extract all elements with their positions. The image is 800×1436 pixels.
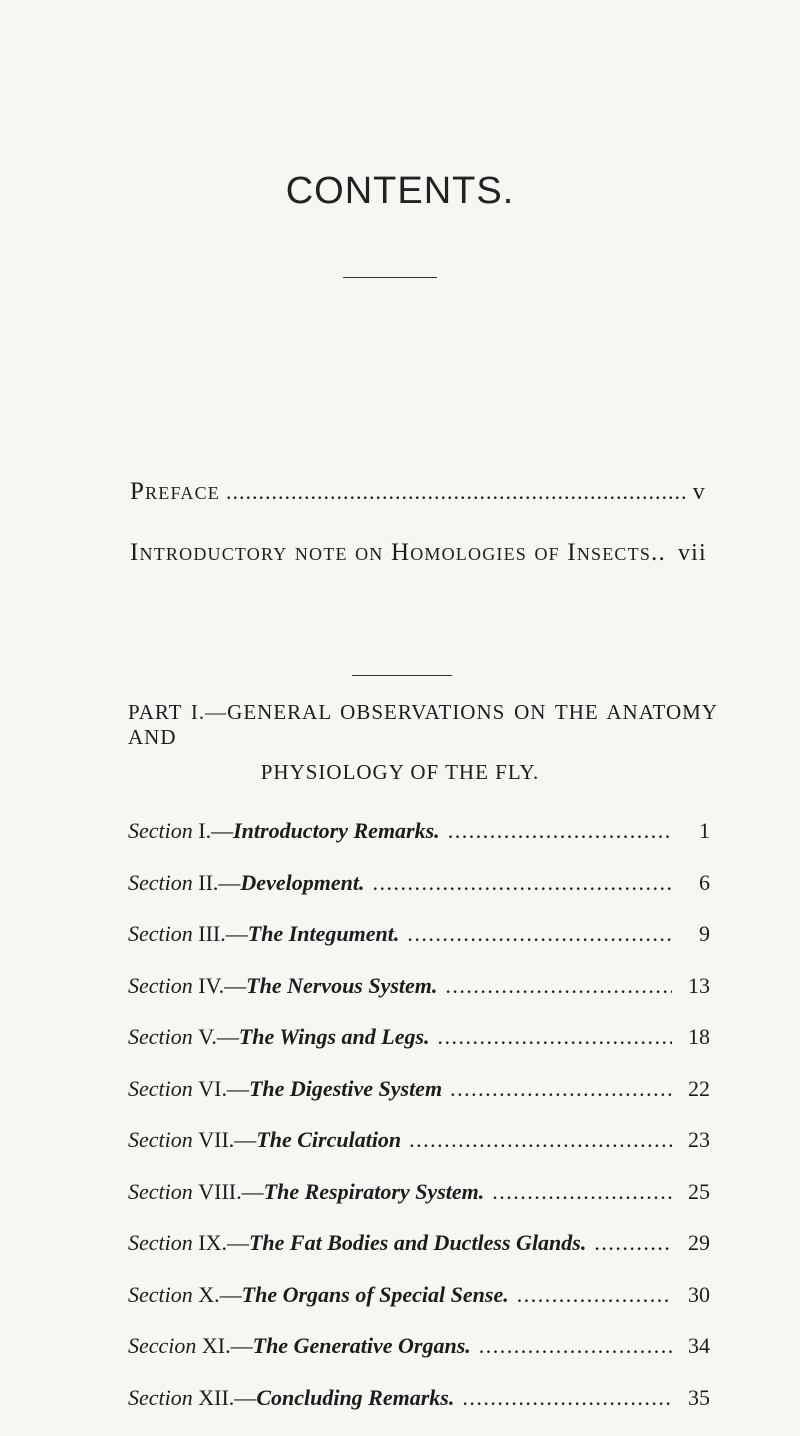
- section-prefix: Section: [128, 1024, 193, 1050]
- section-list: [128, 818, 710, 1436]
- toc-entry-section-1[interactable]: [128, 818, 710, 870]
- toc-entry-section-10[interactable]: [128, 1282, 710, 1334]
- section-numeral: VIII.—: [198, 1179, 263, 1205]
- toc-entry-preface[interactable]: [130, 478, 706, 506]
- section-title: The Digestive System: [249, 1076, 442, 1102]
- section-title: The Generative Organs.: [253, 1333, 471, 1359]
- divider-top: [343, 277, 437, 278]
- section-numeral: IX.—: [198, 1230, 249, 1256]
- dot-leader: [438, 1024, 672, 1050]
- section-numeral: VI.—: [198, 1076, 249, 1102]
- section-prefix: Section: [128, 1282, 193, 1308]
- dot-leader: [479, 1333, 672, 1359]
- section-prefix: Seccion: [128, 1333, 196, 1359]
- dot-leader: [448, 818, 672, 844]
- dot-leader: [517, 1282, 672, 1308]
- page-title: CONTENTS.: [0, 170, 800, 213]
- section-page: 22: [676, 1076, 710, 1102]
- dot-leader: [594, 1230, 672, 1256]
- section-page: 6: [676, 870, 710, 896]
- divider-middle: [352, 675, 452, 676]
- section-numeral: V.—: [198, 1024, 239, 1050]
- section-page: 1: [676, 818, 710, 844]
- section-page: 35: [676, 1385, 710, 1411]
- section-title: The Circulation: [256, 1127, 401, 1153]
- toc-entry-section-3[interactable]: [128, 921, 710, 973]
- section-title: The Organs of Special Sense.: [242, 1282, 509, 1308]
- section-page: 9: [676, 921, 710, 947]
- toc-entry-label: Preface: [130, 478, 220, 506]
- toc-entry-page: vii: [678, 540, 707, 567]
- section-prefix: Section: [128, 1076, 193, 1102]
- section-title: The Integument.: [248, 921, 400, 947]
- section-prefix: Section: [128, 818, 193, 844]
- dot-leader: [407, 921, 672, 947]
- section-page: 29: [676, 1230, 710, 1256]
- section-prefix: Section: [128, 870, 193, 896]
- toc-entry-section-4[interactable]: [128, 973, 710, 1025]
- part-heading: PART I.—GENERAL OBSERVATIONS ON THE ANATOMY AND: [128, 700, 718, 750]
- section-numeral: III.—: [198, 921, 247, 947]
- section-page: 13: [676, 973, 710, 999]
- section-prefix: Section: [128, 921, 193, 947]
- section-title: Introductory Remarks.: [233, 818, 440, 844]
- section-prefix: Section: [128, 1179, 193, 1205]
- toc-entry-introductory-note[interactable]: [130, 539, 706, 567]
- section-numeral: II.—: [198, 870, 240, 896]
- section-prefix: Section: [128, 973, 193, 999]
- section-numeral: X.—: [198, 1282, 241, 1308]
- section-title: Concluding Remarks.: [256, 1385, 454, 1411]
- toc-entry-section-12[interactable]: [128, 1385, 710, 1436]
- toc-entry-section-7[interactable]: [128, 1127, 710, 1179]
- dot-leader: [450, 1076, 672, 1102]
- section-title: The Wings and Legs.: [239, 1024, 430, 1050]
- section-title: The Nervous System.: [246, 973, 437, 999]
- part-subheading: PHYSIOLOGY OF THE FLY.: [0, 760, 800, 785]
- toc-entry-section-2[interactable]: [128, 870, 710, 922]
- toc-entry-section-5[interactable]: [128, 1024, 710, 1076]
- toc-entry-page: v: [693, 479, 706, 506]
- toc-entry-section-8[interactable]: [128, 1179, 710, 1231]
- section-page: 34: [676, 1333, 710, 1359]
- section-numeral: I.—: [198, 818, 233, 844]
- section-prefix: Section: [128, 1385, 193, 1411]
- dot-leader: [372, 870, 672, 896]
- dot-leader: [445, 973, 672, 999]
- dot-leader: [492, 1179, 672, 1205]
- section-prefix: Section: [128, 1127, 193, 1153]
- section-title: The Fat Bodies and Ductless Glands.: [249, 1230, 586, 1256]
- section-numeral: XII.—: [198, 1385, 256, 1411]
- toc-entry-section-6[interactable]: [128, 1076, 710, 1128]
- section-numeral: XI.—: [202, 1333, 253, 1359]
- section-prefix: Section: [128, 1230, 193, 1256]
- toc-entry-section-11[interactable]: [128, 1333, 710, 1385]
- toc-entry-label: Introductory note on Homologies of Insects..: [130, 539, 666, 567]
- section-page: 23: [676, 1127, 710, 1153]
- section-numeral: IV.—: [198, 973, 246, 999]
- section-page: 18: [676, 1024, 710, 1050]
- dot-leader: [462, 1385, 672, 1411]
- section-page: 30: [676, 1282, 710, 1308]
- section-title: Development.: [240, 870, 364, 896]
- section-page: 25: [676, 1179, 710, 1205]
- dot-leader: [226, 479, 687, 505]
- dot-leader: [409, 1127, 672, 1153]
- toc-entry-section-9[interactable]: [128, 1230, 710, 1282]
- section-numeral: VII.—: [198, 1127, 256, 1153]
- section-title: The Respiratory System.: [264, 1179, 485, 1205]
